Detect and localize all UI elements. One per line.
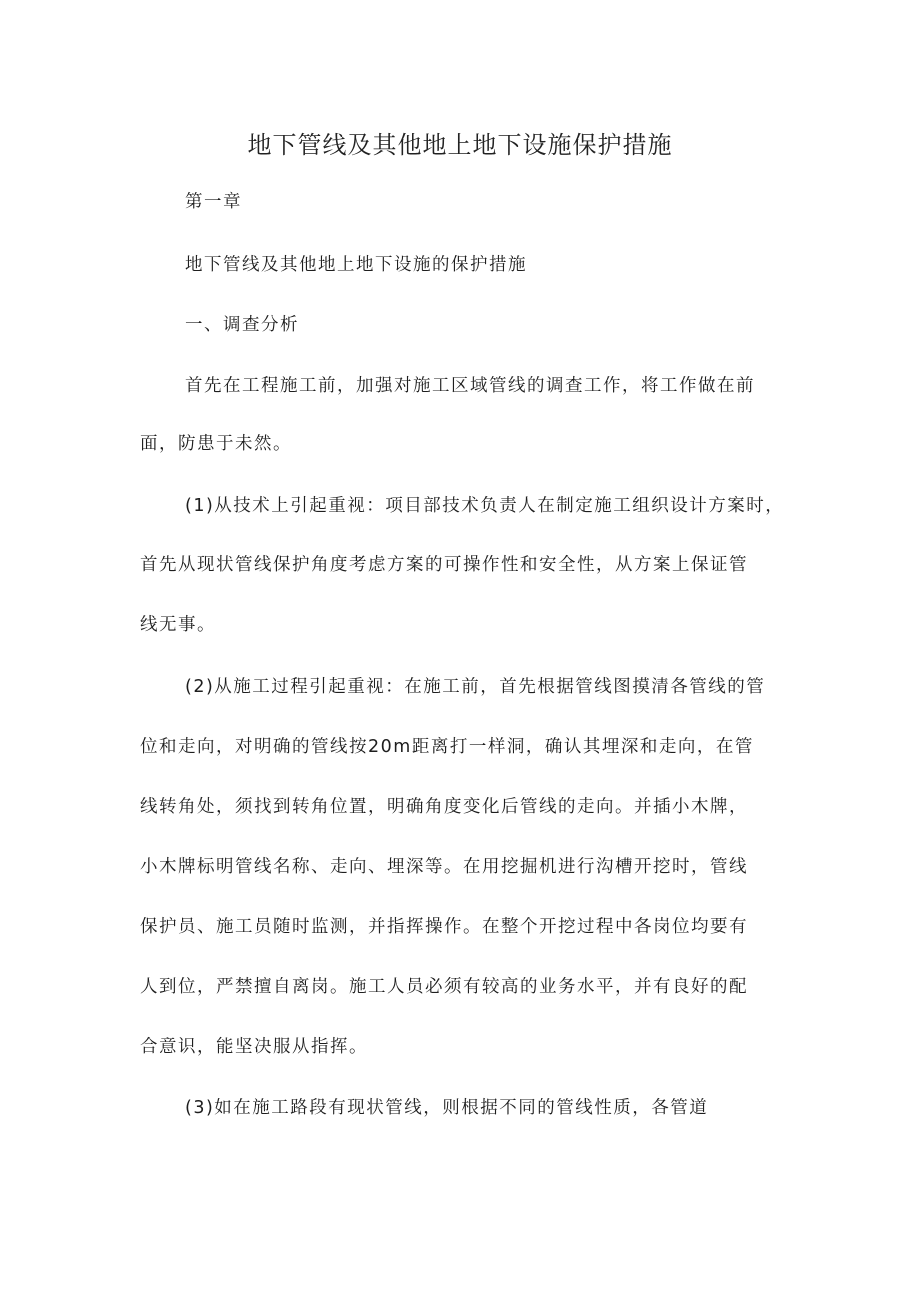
paragraph-line: 位和走向，对明确的管线按20m距离打一样洞，确认其埋深和走向，在管 — [140, 737, 754, 757]
document-title: 地下管线及其他地上地下设施保护措施 — [247, 131, 673, 159]
section-heading: 一、调查分析 — [185, 315, 299, 335]
section-subtitle: 地下管线及其他地上地下设施的保护措施 — [185, 255, 527, 275]
paragraph-line: (2)从施工过程引起重视：在施工前，首先根据管线图摸清各管线的管 — [185, 677, 766, 697]
paragraph-line: 合意识，能坚决服从指挥。 — [140, 1037, 368, 1057]
paragraph-line: 线无事。 — [140, 615, 216, 635]
paragraph-line: (3)如在施工路段有现状管线，则根据不同的管线性质，各管道 — [185, 1098, 709, 1118]
paragraph-line: 面，防患于未然。 — [140, 434, 292, 454]
paragraph-line: 线转角处，须找到转角位置，明确角度变化后管线的走向。并插小木牌， — [140, 797, 748, 817]
chapter-heading: 第一章 — [185, 192, 242, 212]
paragraph-line: 首先从现状管线保护角度考虑方案的可操作性和安全性，从方案上保证管 — [140, 555, 748, 575]
paragraph-line: 小木牌标明管线名称、走向、埋深等。在用挖掘机进行沟槽开挖时，管线 — [140, 857, 748, 877]
paragraph-line: 人到位，严禁擅自离岗。施工人员必须有较高的业务水平，并有良好的配 — [140, 977, 748, 997]
paragraph-line: 保护员、施工员随时监测，并指挥操作。在整个开挖过程中各岗位均要有 — [140, 917, 748, 937]
paragraph-line: 首先在工程施工前，加强对施工区域管线的调查工作，将工作做在前 — [185, 376, 755, 396]
paragraph-line: (1)从技术上引起重视：项目部技术负责人在制定施工组织设计方案时， — [185, 496, 785, 516]
